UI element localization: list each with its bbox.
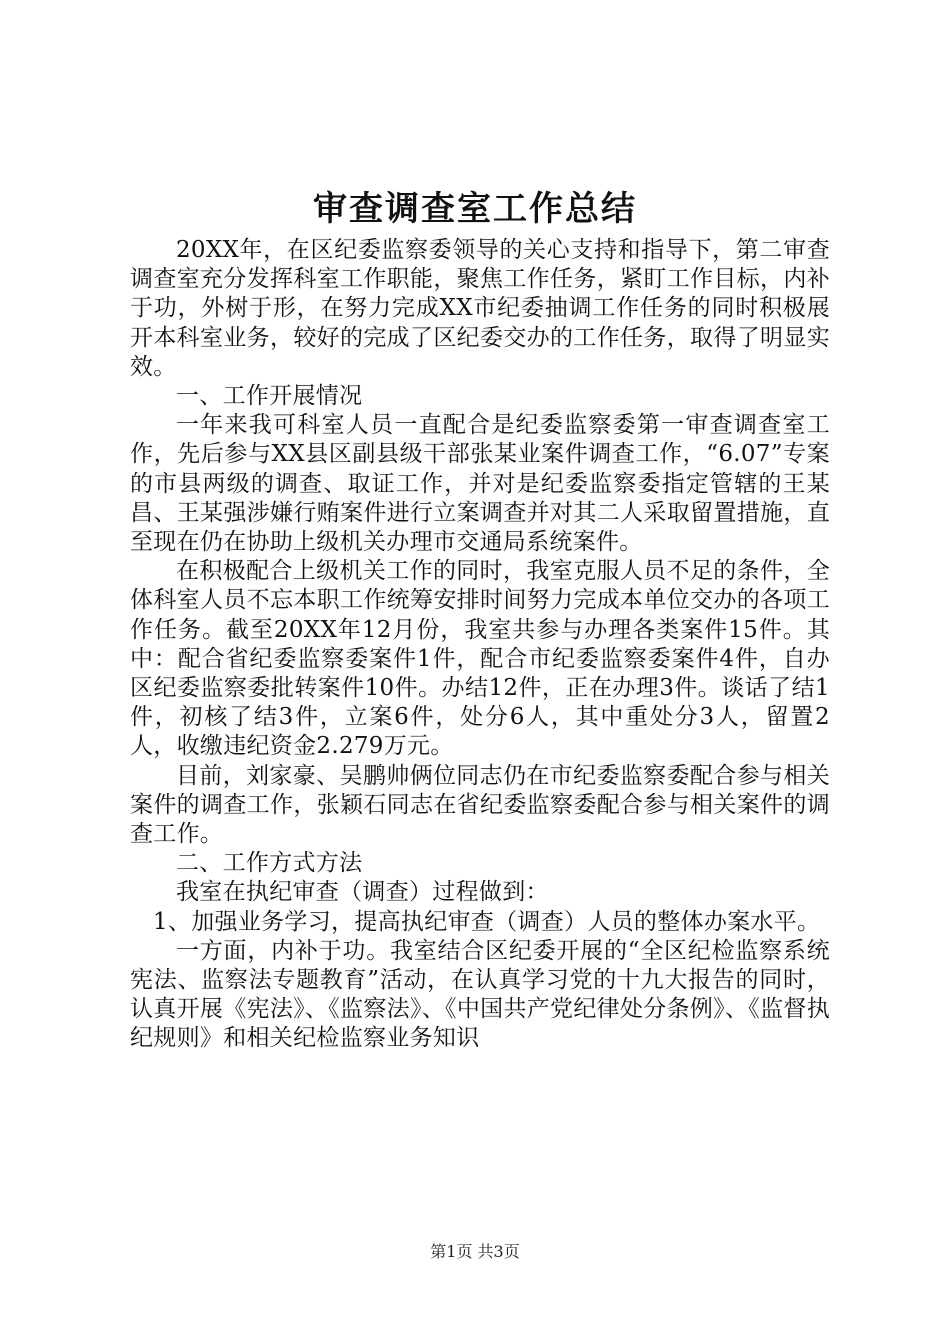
paragraph-case-stats: 在积极配合上级机关工作的同时，我室克服人员不足的条件，全体科室人员不忘本职工作统筹安排时间努力完成本单位交办的各项工作任务。截至20XX年12月份，我室共参与办理各类案件15件。其中：配合省纪委监察委案件1件，配合市纪委监察委案件4件，自办区纪委监察委批转案件10件。办结12件，正在办理3件。谈话了结1件，初核了结3件，立案6件，处分6人，其中重处分3人，留置2人，收缴违纪资金2.279万元。 <box>130 558 830 760</box>
document-title: 审查调查室工作总结 <box>313 189 637 229</box>
document-body <box>130 236 830 1054</box>
list-item-1: 1、加强业务学习，提高执纪审查（调查）人员的整体办案水平。 <box>153 908 821 935</box>
paragraph-intro: 20XX年，在区纪委监察委领导的关心支持和指导下，第二审查调查室充分发挥科室工作职能，聚焦工作任务，紧盯工作目标，内补于功，外树于形，在努力完成XX市纪委抽调工作任务的同时积极展开本科室业务，较好的完成了区纪委交办的工作任务，取得了明显实效。 <box>130 237 830 380</box>
paragraph-staff-assignment: 目前，刘家豪、吴鹏帅俩位同志仍在市纪委监察委配合参与相关案件的调查工作，张颖石同志在省纪委监察委配合参与相关案件的调查工作。 <box>130 762 830 848</box>
section-heading-1: 一、工作开展情况 <box>176 383 363 410</box>
paragraph-methods-intro: 我室在执纪审查（调查）过程做到： <box>176 879 549 906</box>
section-heading-2: 二、工作方式方法 <box>176 850 363 877</box>
paragraph-study: 一方面，内补于功。我室结合区纪委开展的“全区纪检监察系统宪法、监察法专题教育”活动，在认真学习党的十九大报告的同时，认真开展《宪法》、《监察法》、《中国共产党纪律处分条例》、《监督执纪规则》和相关纪检监察业务知识 <box>130 937 830 1052</box>
paragraph-work-status: 一年来我可科室人员一直配合是纪委监察委第一审查调查室工作，先后参与XX县区副县级干部张某业案件调查工作，“6.07”专案的市县两级的调查、取证工作，并对是纪委监察委指定管辖的王某昌、王某强涉嫌行贿案件进行立案调查并对其二人采取留置措施，直至现在仍在协助上级机关办理市交通局系统案件。 <box>130 412 830 556</box>
page-number-footer: 第1页 共3页 <box>430 1242 520 1261</box>
